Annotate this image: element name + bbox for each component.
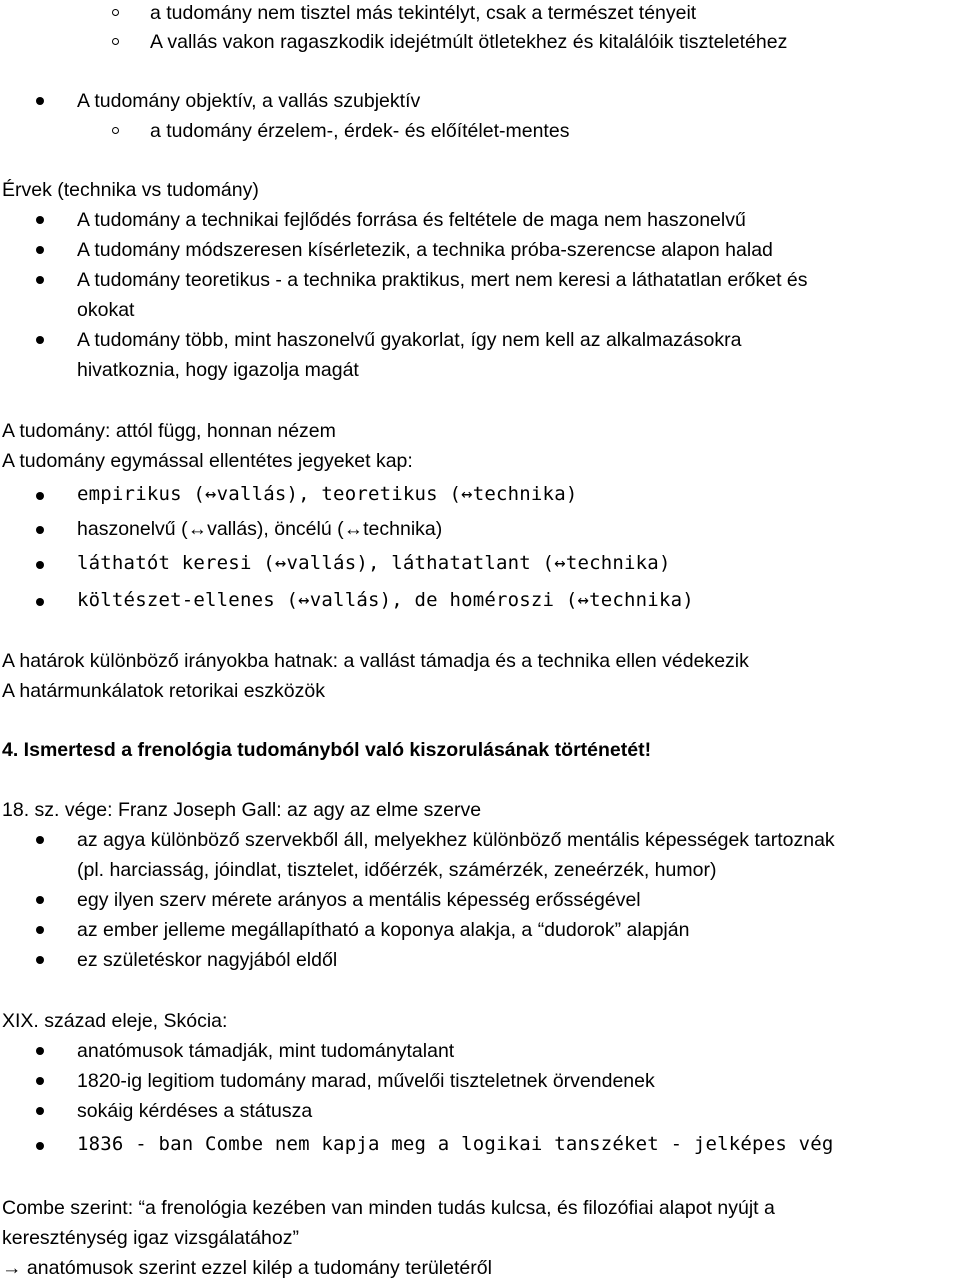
- paragraph: XIX. század eleje, Skócia:: [2, 1010, 228, 1032]
- list-item: ez születéskor nagyjából eldől: [77, 949, 338, 971]
- list-item: egy ilyen szerv mérete arányos a mentális képesség erősségével: [77, 889, 641, 911]
- list-item: A tudomány módszeresen kísérletezik, a technika próba-szerencse alapon halad: [77, 239, 773, 261]
- circle-bullet-icon: [112, 127, 119, 134]
- bullet-icon: [36, 526, 44, 534]
- list-item: a tudomány érzelem-, érdek- és előítélet-mentes: [150, 120, 570, 142]
- list-item: haszonelvű (↔vallás), öncélú (↔technika): [77, 518, 443, 540]
- list-item: az ember jelleme megállapítható a koponya alakja, a “dudorok” alapján: [77, 919, 690, 941]
- bullet-icon: [36, 561, 44, 569]
- list-item: A tudomány objektív, a vallás szubjektív: [77, 90, 421, 112]
- paragraph: 18. sz. vége: Franz Joseph Gall: az agy az elme szerve: [2, 799, 482, 821]
- paragraph: A határok különböző irányokba hatnak: a vallást támadja és a technika ellen védekezik: [2, 650, 749, 672]
- list-item: 1836 - ban Combe nem kapja meg a logikai tanszéket - jelképes vég: [77, 1133, 834, 1155]
- list-item: láthatót keresi (↔vallás), láthatatlant (↔technika): [77, 552, 671, 574]
- list-item: a tudomány nem tisztel más tekintélyt, csak a természet tényeit: [150, 2, 697, 24]
- paragraph-continuation: kereszténység igaz vizsgálatához”: [2, 1227, 299, 1249]
- bullet-icon: [36, 97, 44, 105]
- bullet-icon: [36, 926, 44, 934]
- bullet-icon: [36, 896, 44, 904]
- list-item: sokáig kérdéses a státusza: [77, 1100, 313, 1122]
- bullet-icon: [36, 836, 44, 844]
- paragraph: A tudomány egymással ellentétes jegyeket kap:: [2, 450, 413, 472]
- circle-bullet-icon: [112, 9, 119, 16]
- list-item: 1820-ig legitiom tudomány marad, művelői tiszteletnek örvendenek: [77, 1070, 655, 1092]
- paragraph: A határmunkálatok retorikai eszközök: [2, 680, 325, 702]
- list-item-continuation: okokat: [77, 299, 135, 321]
- bullet-icon: [36, 1142, 44, 1150]
- bullet-icon: [36, 216, 44, 224]
- bullet-icon: [36, 492, 44, 500]
- section-heading: 4. Ismertesd a frenológia tudományból való kiszorulásának történetét!: [2, 739, 652, 761]
- bullet-icon: [36, 598, 44, 606]
- paragraph: Érvek (technika vs tudomány): [2, 179, 259, 201]
- paragraph: → anatómusok szerint ezzel kilép a tudomány területéről: [2, 1257, 492, 1279]
- list-item-continuation: (pl. harciasság, jóindlat, tisztelet, időérzék, számérzék, zeneérzék, humor): [77, 859, 717, 881]
- bullet-icon: [36, 1077, 44, 1085]
- bullet-icon: [36, 246, 44, 254]
- bullet-icon: [36, 1107, 44, 1115]
- list-item: empirikus (↔vallás), teoretikus (↔technika): [77, 483, 578, 505]
- list-item: A vallás vakon ragaszkodik idejétmúlt ötletekhez és kitalálóik tiszteletéhez: [150, 31, 788, 53]
- bullet-icon: [36, 276, 44, 284]
- bullet-icon: [36, 336, 44, 344]
- list-item: az agya különböző szervekből áll, melyekhez különböző mentális képességek tartoznak: [77, 829, 835, 851]
- list-item-continuation: hivatkoznia, hogy igazolja magát: [77, 359, 359, 381]
- list-item: anatómusok támadják, mint tudománytalant: [77, 1040, 455, 1062]
- bullet-icon: [36, 956, 44, 964]
- list-item: költészet-ellenes (↔vallás), de homéroszi (↔technika): [77, 589, 694, 611]
- list-item: A tudomány a technikai fejlődés forrása és feltétele de maga nem haszonelvű: [77, 209, 746, 231]
- bullet-icon: [36, 1047, 44, 1055]
- paragraph: Combe szerint: “a frenológia kezében van minden tudás kulcsa, és filozófiai alapot nyújt a: [2, 1197, 775, 1219]
- list-item: A tudomány teoretikus - a technika praktikus, mert nem keresi a láthatatlan erőket és: [77, 269, 808, 291]
- paragraph: A tudomány: attól függ, honnan nézem: [2, 420, 336, 442]
- circle-bullet-icon: [112, 38, 119, 45]
- list-item: A tudomány több, mint haszonelvű gyakorlat, így nem kell az alkalmazásokra: [77, 329, 742, 351]
